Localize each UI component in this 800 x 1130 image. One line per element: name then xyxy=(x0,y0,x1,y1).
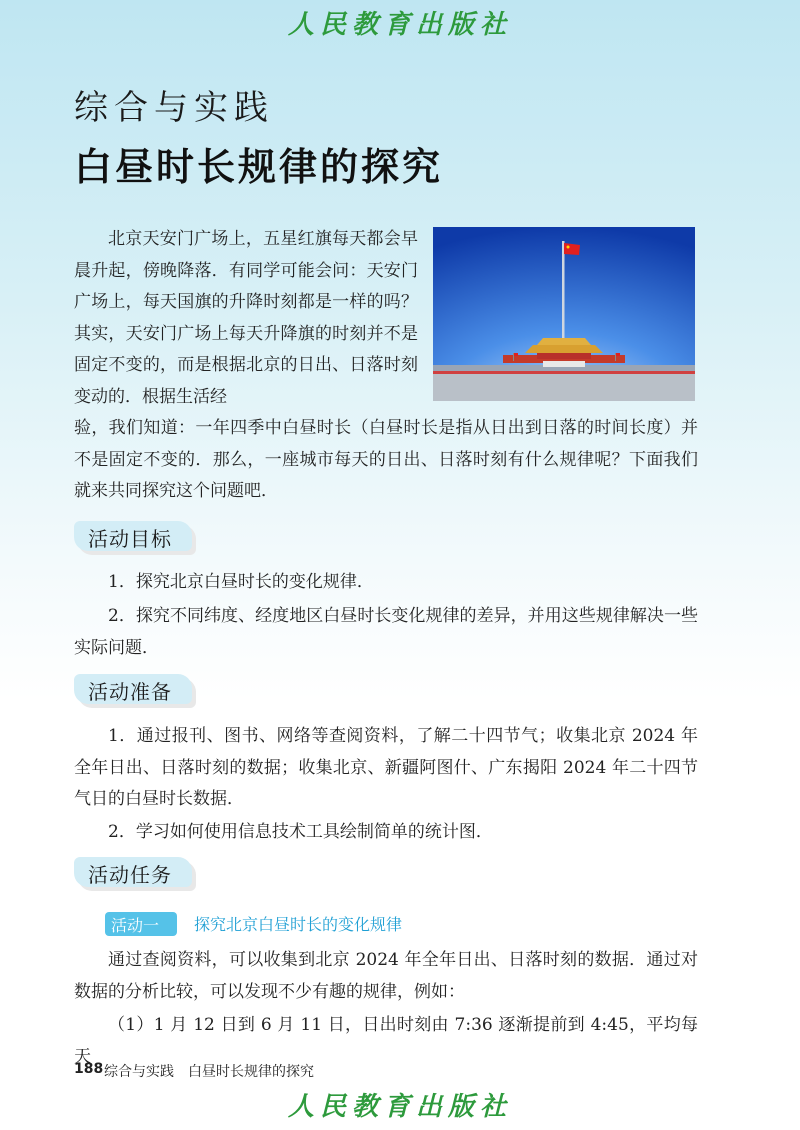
prep-item-1: 1．通过报刊、图书、网络等查阅资料，了解二十四节气；收集北京 2024 年全年日出、日落时刻的数据；收集北京、新疆阿图什、广东揭阳 2024 年二十四节气日的白昼时长数据． xyxy=(74,726,698,809)
page-number: 188 xyxy=(74,1061,104,1077)
page-kicker: 综合与实践 xyxy=(74,88,274,128)
goal-item-1: 1．探究北京白昼时长的变化规律． xyxy=(108,572,374,592)
section-heading-task-label: 活动任务 xyxy=(88,863,172,887)
tiananmen-photo xyxy=(433,227,695,401)
footer-running-title: 综合与实践 白昼时长规律的探究 xyxy=(104,1064,314,1080)
section-heading-task xyxy=(74,857,198,893)
section-heading-goal-label: 活动目标 xyxy=(88,527,172,551)
prep-item-2: 2．学习如何使用信息技术工具绘制简单的统计图． xyxy=(108,822,493,842)
tiananmen-illustration xyxy=(433,227,695,401)
section-heading-prep xyxy=(74,674,198,710)
page-title: 白昼时长规律的探究 xyxy=(74,145,444,189)
activity-title: 探究北京白昼时长的变化规律 xyxy=(194,915,403,934)
task-paragraph-1: 通过查阅资料，可以收集到北京 2024 年全年日出、日落时刻的数据．通过对数据的分析比较，可以发现不少有趣的规律，例如： xyxy=(74,950,698,1002)
intro-paragraph-top: 北京天安门广场上，五星红旗每天都会早晨升起，傍晚降落．有同学可能会问：天安门广场上，每天国旗的升降时刻都是一样的吗？其实，天安门广场上每天升降旗的时刻并不是固定不变的，而是根据北京的日出、日落时刻变动的．根据生活经 xyxy=(74,229,418,407)
section-heading-goal xyxy=(74,521,198,557)
intro-paragraph-bottom: 验，我们知道：一年四季中白昼时长（白昼时长是指从日出到日落的时间长度）并不是固定不变的．那么，一座城市每天的日出、日落时刻有什么规律呢？下面我们就来共同探究这个问题吧． xyxy=(74,418,698,501)
section-heading-prep-label: 活动准备 xyxy=(88,680,172,704)
publisher-logo-bottom: 人民教育出版社 xyxy=(287,1092,512,1122)
task-paragraph-2: （1）1 月 12 日到 6 月 11 日，日出时刻由 7:36 逐渐提前到 4:45，平均每天 xyxy=(74,1015,698,1067)
publisher-logo-top: 人民教育出版社 xyxy=(287,10,512,40)
activity-tag xyxy=(105,912,177,936)
activity-tag-label: 活动一 xyxy=(111,916,160,935)
goal-item-2: 2．探究不同纬度、经度地区白昼时长变化规律的差异，并用这些规律解决一些实际问题． xyxy=(74,606,698,658)
